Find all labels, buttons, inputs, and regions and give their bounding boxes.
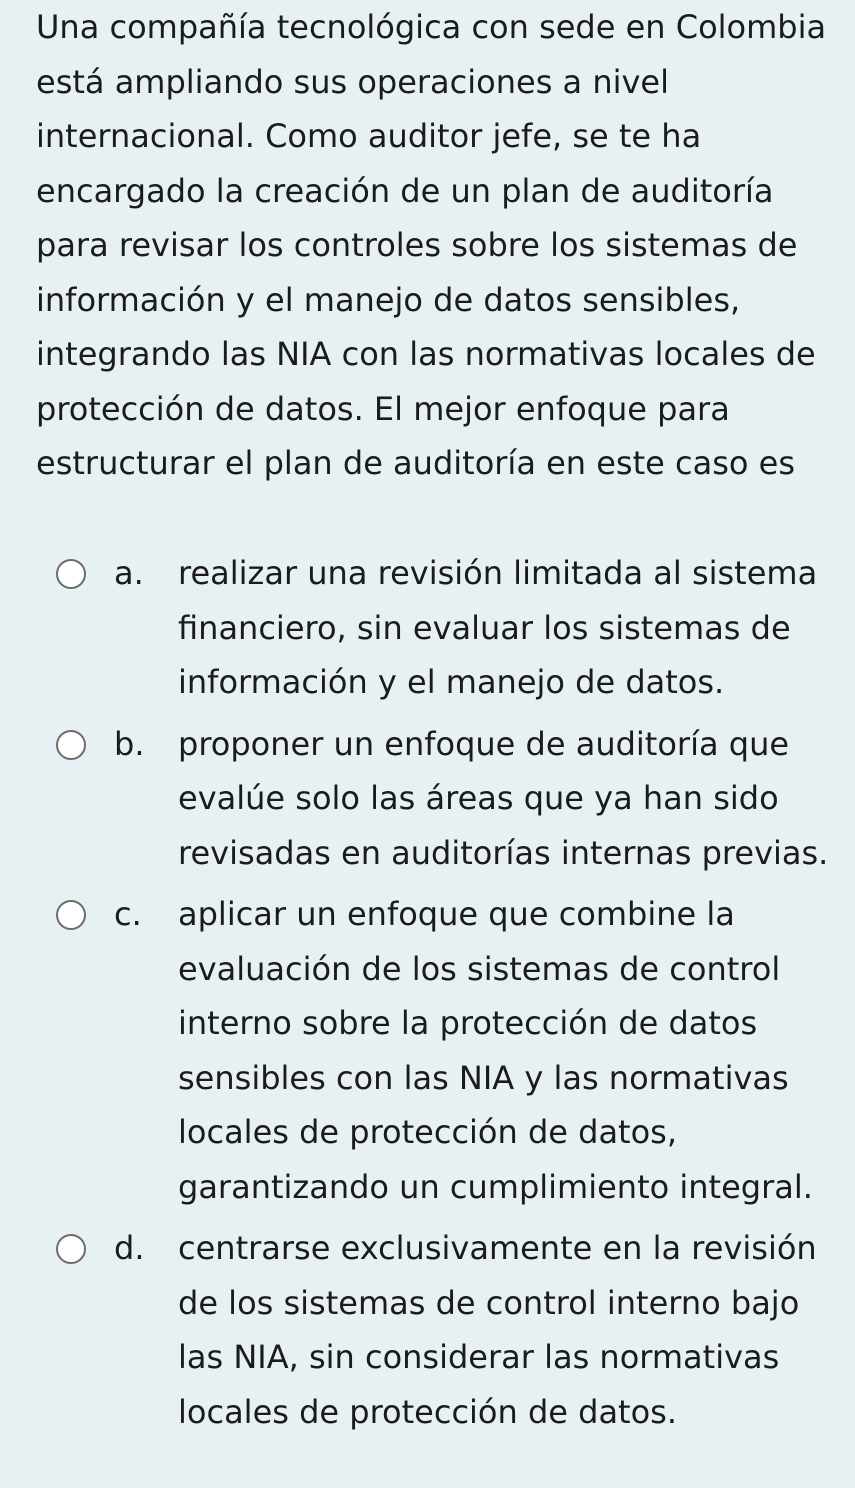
question-text: Una compañía tecnológica con sede en Colombia está ampliando sus operaciones a nivel internacional. Como auditor jefe, se te ha encargado la creación de un plan de auditoría para revisar los controles sobre los sistemas de información y el manejo de datos sensibles, integrando las NIA con las normativas locales de protección de datos. El mejor enfoque para estructurar el plan de auditoría en este caso es xyxy=(36,8,827,482)
option-letter: b. xyxy=(114,724,145,763)
radio-button-a[interactable] xyxy=(56,559,86,589)
answer-options xyxy=(0,546,855,1439)
option-text: realizar una revisión limitada al sistema financiero, sin evaluar los sistemas de información y el manejo de datos. xyxy=(178,554,818,701)
radio-button-c[interactable] xyxy=(56,900,86,930)
option-d[interactable] xyxy=(0,1221,855,1439)
option-c[interactable] xyxy=(0,887,855,1214)
radio-button-b[interactable] xyxy=(56,730,86,760)
option-letter: c. xyxy=(114,895,142,933)
option-text: aplicar un enfoque que combine la evaluación de los sistemas de control interno sobre la protección de datos sensibles con las NIA y las normativas locales de protección de datos, garantizando un cumplimiento integral. xyxy=(178,895,813,1206)
option-letter: a. xyxy=(114,554,144,592)
option-a[interactable] xyxy=(0,546,855,710)
radio-button-d[interactable] xyxy=(56,1234,86,1264)
option-letter: d. xyxy=(114,1229,145,1267)
option-b[interactable] xyxy=(0,717,855,881)
option-text: proponer un enfoque de auditoría que evalúe solo las áreas que ya han sido revisadas en auditorías internas previas. xyxy=(178,724,829,872)
option-text: centrarse exclusivamente en la revisión de los sistemas de control interno bajo las NIA, sin considerar las normativas locales de protección de datos. xyxy=(178,1229,817,1431)
